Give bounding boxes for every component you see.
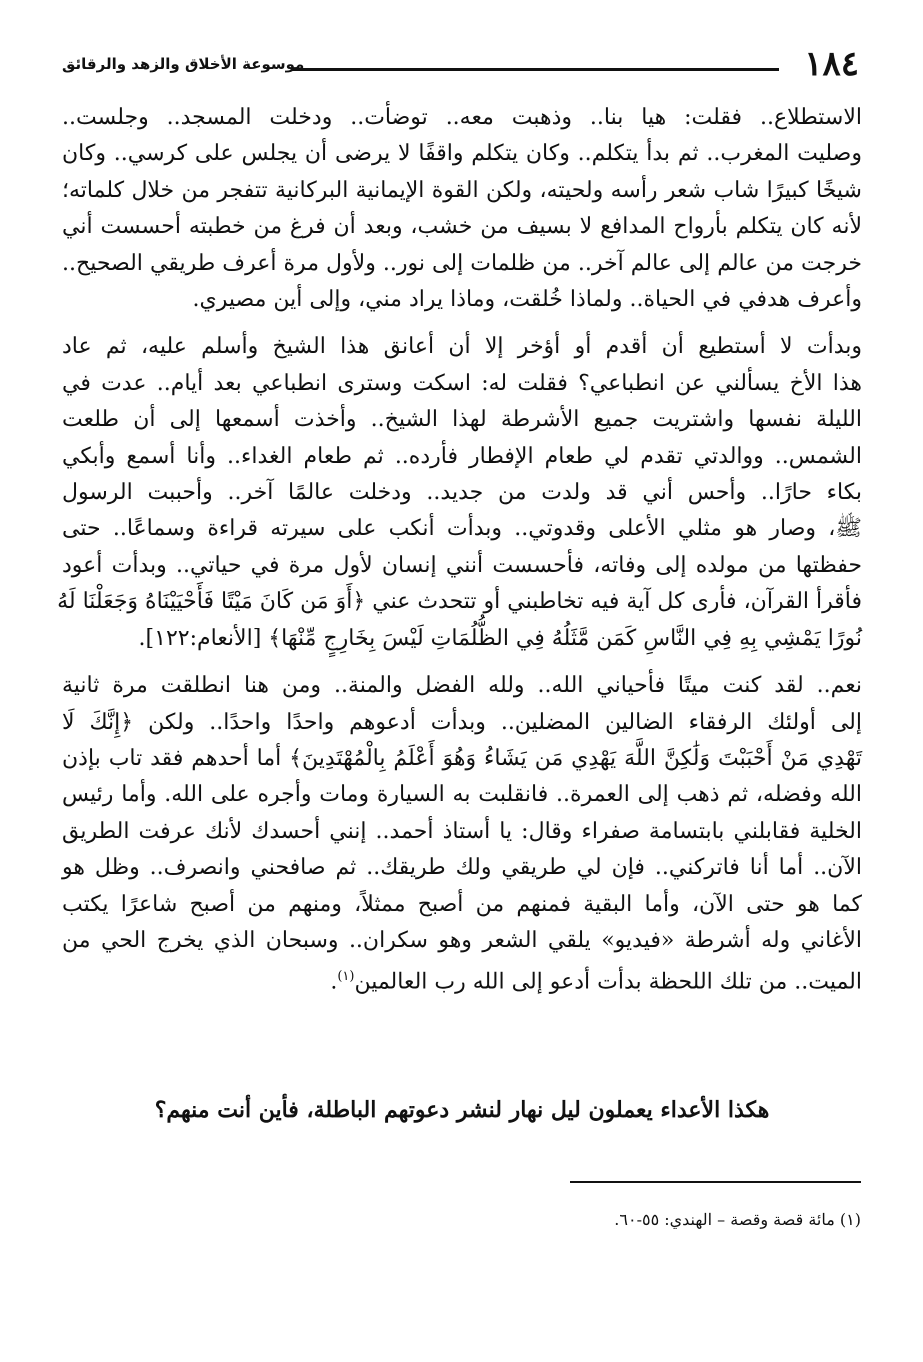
text-line: الليلة نفسها واشتريت جميع الأشرطة لهذا الشيخ.. وأخذت أسمعها إلى أن طلعت [62, 407, 862, 433]
main-text [57, 100, 862, 1012]
page-header [62, 44, 859, 84]
text-line: الله وفضله، ثم ذهب إلى العمرة.. فانقلبت به السيارة ومات وأجره على الله. وأما رئيس [62, 782, 862, 808]
book-title: موسوعة الأخلاق والزهد والرقائق [62, 55, 305, 73]
text-line: الاستطلاع.. فقلت: هيا بنا.. وذهبت معه.. توضأت.. ودخلت المسجد.. وجلست.. [62, 105, 862, 130]
text-line: بكاء حارًا.. وأحس أني قد ولدت من جديد.. ودخلت عالمًا آخر.. وأحببت الرسول [62, 480, 862, 506]
footnote-marker[interactable]: (١) [337, 969, 355, 985]
text-line: الآن.. أما أنا فاتركني.. فإن لي طريقي ولك طريقك.. ثم صافحني وانصرف.. وظل هو [62, 855, 862, 881]
text-line: وبدأت لا أستطيع أن أقدم أو أؤخر إلا أن أعانق هذا الشيخ وأسلم عليه، ثم عاد [62, 334, 862, 360]
text-line: وصليت المغرب.. ثم بدأ يتكلم.. وكان يتكلم واقفًا لا يرضى أن يجلس على كرسي.. وكان [62, 141, 862, 167]
text-line-last [62, 959, 862, 1001]
text-line: نُورًا يَمْشِي بِهِ فِي النَّاسِ كَمَن مَّثَلُهُ فِي الظُّلُمَاتِ لَيْسَ بِخَارِجٍ مِّنْهَا﴾ [الأنعام:١٢٢]. [138, 625, 862, 651]
text-line: شيخًا كبيرًا شاب شعر رأسه ولحيته، ولكن القوة الإيمانية البركانية تتفجر من خلال كلماته؛ [62, 177, 862, 203]
closing-line: هكذا الأعداء يعملون ليل نهار لنشر دعوتهم الباطلة، فأين أنت منهم؟ [154, 1097, 770, 1123]
text-line: الخلية فقابلني بابتسامة صفراء وقال: يا أستاذ أحمد.. إنني أحسدك لأنك عرفت الطريق [62, 818, 862, 844]
header-rule [292, 68, 779, 71]
text-line: هذا الأخ يسألني عن انطباعي؟ فقلت له: اسكت وسترى انطباعي بعد أيام.. عدت في [62, 370, 862, 396]
text-line: حفظتها من مولده إلى وفاته، فأحسست أنني إنسان لأول مرة في حياتي.. وبدأت أعود [62, 552, 862, 578]
text-line: ﷺ، وصار هو مثلي الأعلى وقدوتي.. وبدأت أنكب على سيرته قراءة وسماعًا.. حتى [62, 516, 862, 542]
paragraph-2 [57, 329, 862, 657]
line-end: . [330, 969, 338, 995]
footnote-rule [570, 1181, 861, 1183]
text-line: نعم.. لقد كنت ميتًا فأحياني الله.. ولله الفضل والمنة.. ومن هنا انطلقت مرة ثانية [62, 673, 862, 699]
text-line: كما هو حتى الآن، وأما البقية فمنهم من أصبح ممثلاً، ومنهم من أصبح شاعرًا يكتب [62, 891, 862, 917]
footnote: (١) مائة قصة وقصة – الهندي: ٥٥-٦٠. [614, 1210, 861, 1229]
text-line: الأغاني وله أشرطة «فيديو» يلقي الشعر وهو سكران.. وسبحان الذي يخرج الحي من [62, 927, 862, 953]
text-line: الشمس.. ووالدتي تقدم لي طعام الإفطار فأرده.. ثم طعام الغداء.. وأنا أسمع وأبكي [62, 443, 862, 469]
paragraph-1 [62, 100, 862, 318]
text-line: وأعرف هدفي في الحياة.. ولماذا خُلقت، وماذا يراد مني، وإلى أين مصيري. [192, 287, 862, 313]
text-line: فأقرأ القرآن، فأرى كل آية فيه تخاطبني أو تتحدث عني ﴿أَوَ مَن كَانَ مَيْتًا فَأَحْيَيْنَاهُ وَجَعَلْنَا لَهُ [57, 589, 862, 615]
page-number: ١٨٤ [804, 44, 859, 84]
paragraph-3 [62, 668, 862, 1001]
text-line: تَهْدِي مَنْ أَحْبَبْتَ وَلَٰكِنَّ اللَّهَ يَهْدِي مَن يَشَاءُ وَهُوَ أَعْلَمُ بِالْمُهْتَدِينَ﴾ أما أحدهم فقد تاب بإذن [62, 745, 862, 771]
text-line: خرجت من عالم إلى عالم آخر.. من ظلمات إلى نور.. ولأول مرة أعرف طريقي الصحيح.. [62, 250, 862, 276]
line-text: الميت.. من تلك اللحظة بدأت أدعو إلى الله رب العالمين [354, 969, 862, 995]
text-line: لأنه كان يتكلم بأرواح المدافع لا بسيف من خشب، وبعد أن فرغ من خطبته أحسست أني [62, 214, 862, 240]
text-line: إلى أولئك الرفقاء الضالين المضلين.. وبدأت أدعوهم واحدًا واحدًا.. ولكن ﴿إِنَّكَ لَا [62, 709, 862, 735]
